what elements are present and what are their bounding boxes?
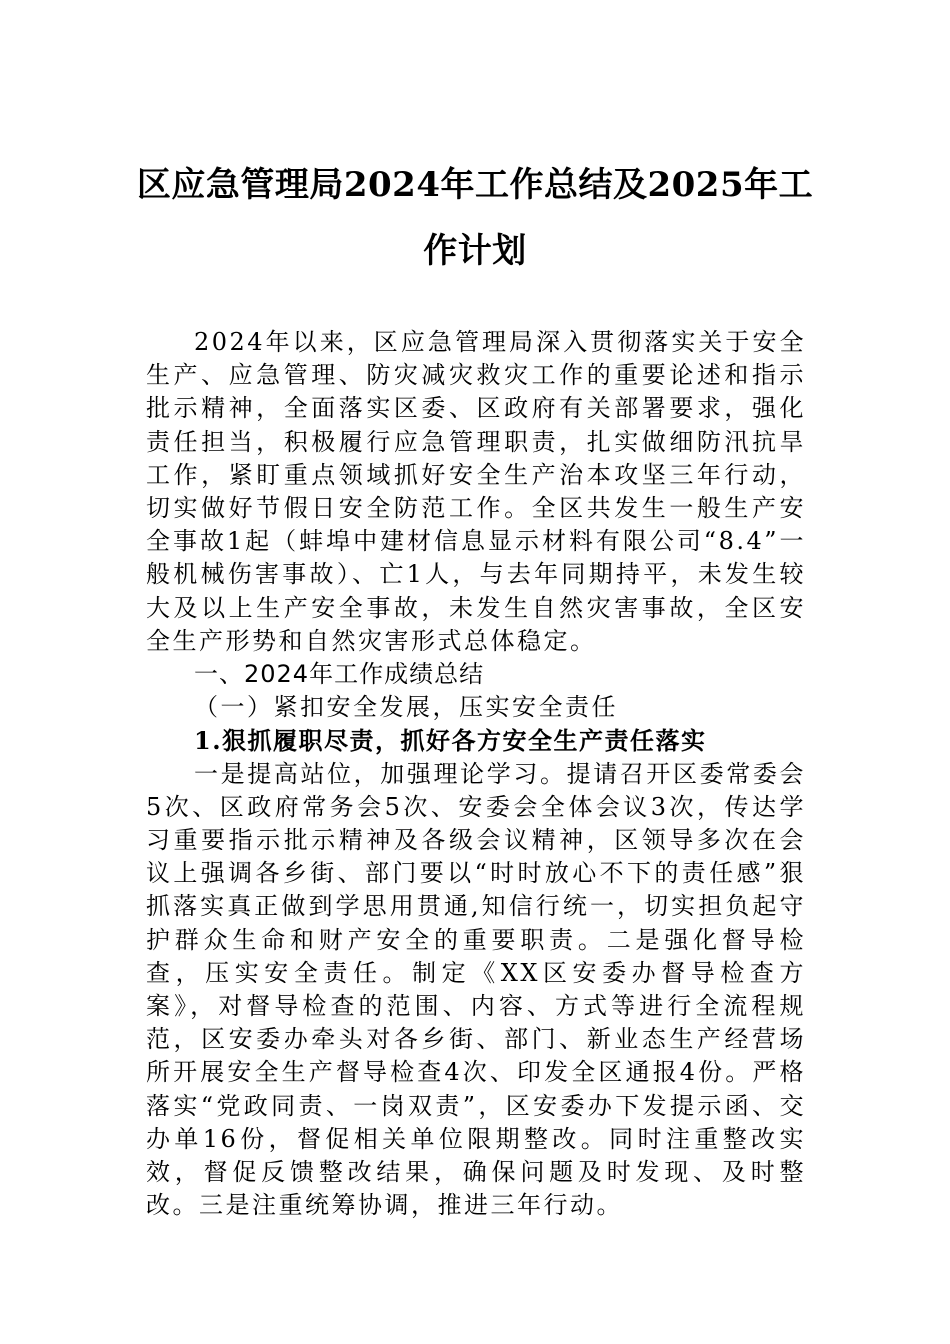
subsection-heading-1: （一）紧扣安全发展，压实安全责任 — [194, 693, 618, 722]
item-heading-1: 1.狠抓履职尽责，抓好各方安全生产责任落实 — [194, 726, 707, 756]
intro-paragraph: 2024年以来，区应急管理局深入贯彻落实关于安全生产、应急管理、防灾减灾救灾工作的重要论述和指示批示精神，全面落实区委、区政府有关部署要求，强化责任担当，积极履行应急管理职责，扎实做细防汛抗旱工作，紧盯重点领域抓好安全生产治本攻坚三年行动，切实做好节假日安全防范工作。全区共发生一般生产安全事故1起（蚌埠中建材信息显示材料有限公司“8.4”一般机械伤害事故）、亡1人，与去年同期持平，未发生较大及以上生产安全事故，未发生自然灾害事故，全区安全生产形势和自然灾害形式总体稳定。 — [146, 328, 806, 655]
section-heading-1: 一、2024年工作成绩总结 — [194, 660, 485, 689]
item-paragraph-1: 一是提高站位，加强理论学习。提请召开区委常委会5次、区政府常务会5次、安委会全体会议3次，传达学习重要指示批示精神及各级会议精神，区领导多次在会议上强调各乡街、部门要以“时时放心不下的责任感”狠抓落实真正做到学思用贯通,知信行统一，切实担负起守护群众生命和财产安全的重要职责。二是强化督导检查，压实安全责任。制定《XX区安委办督导检查方案》，对督导检查的范围、内容、方式等进行全流程规范，区安委办牵头对各乡街、部门、新业态生产经营场所开展安全生产督导检查4次、印发全区通报4份。严格落实“党政同责、一岗双责”，区安委办下发提示函、交办单16份，督促相关单位限期整改。同时注重整改实效，督促反馈整改结果，确保问题及时发现、及时整改。三是注重统筹协调，推进三年行动。 — [146, 759, 806, 1220]
document-title: 区应急管理局2024年工作总结及2025年工作计划 — [136, 165, 814, 271]
document-body — [146, 326, 806, 1222]
